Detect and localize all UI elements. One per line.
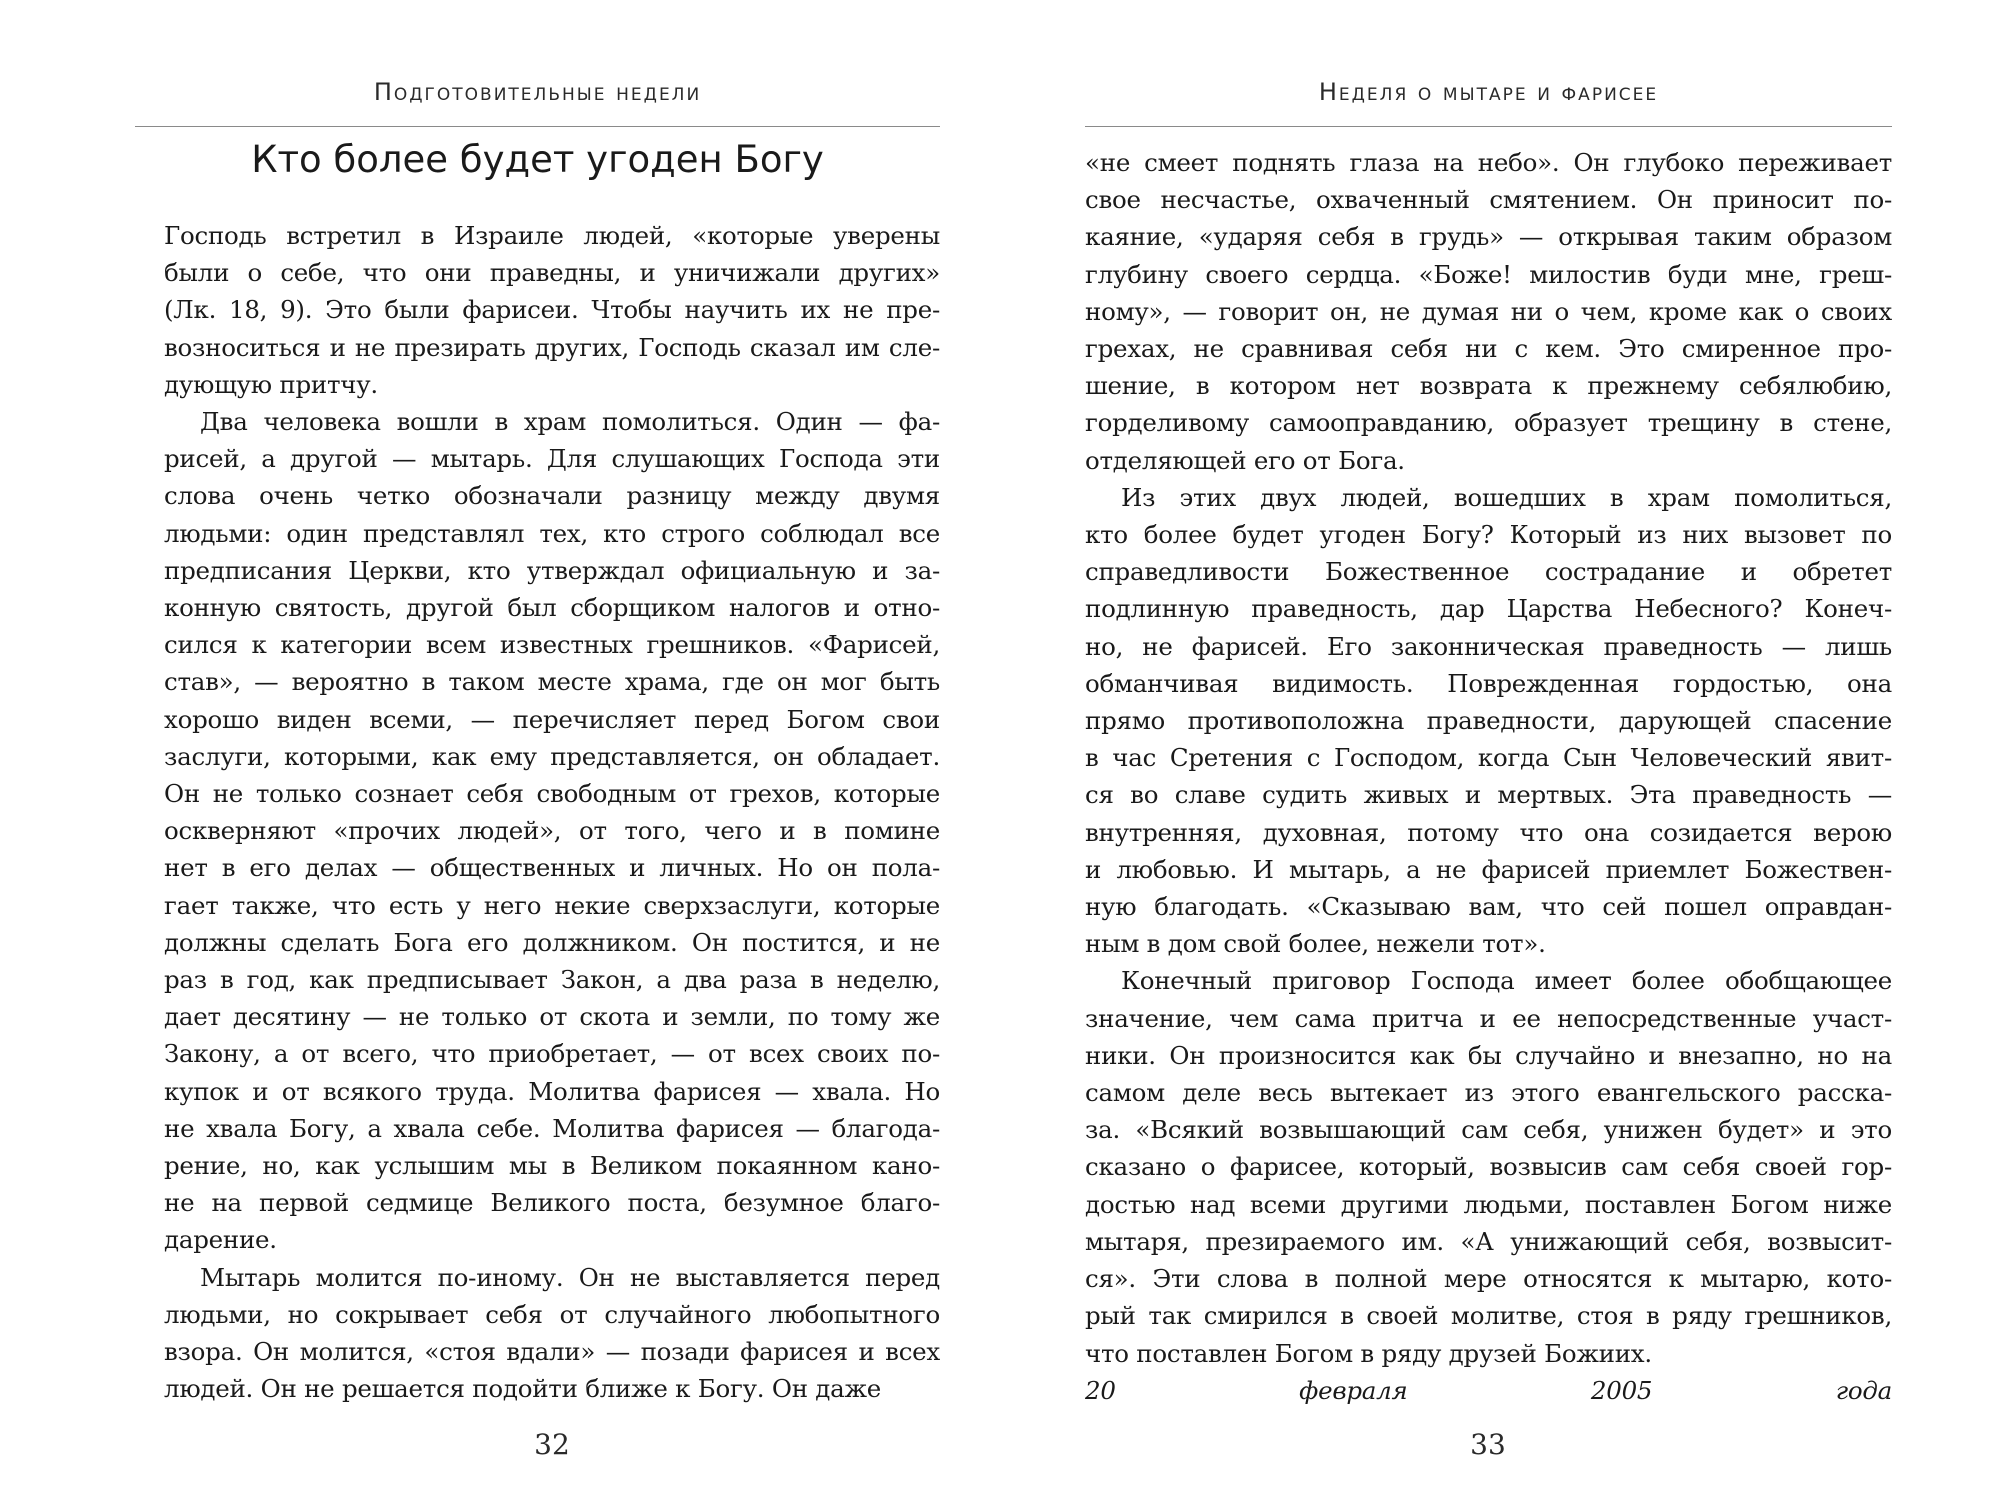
- page-number: 33: [1470, 1428, 1506, 1461]
- text-line: дарение.: [164, 1225, 277, 1255]
- text-line: были о себе, что они праведны, и уничижали других»: [164, 258, 940, 288]
- text-line: людьми: один представлял тех, кто строго соблюдал все: [164, 518, 940, 548]
- text-line: что поставлен Богом в ряду друзей Божиих.: [1085, 1338, 1652, 1368]
- text-line: значение, чем сама притча и ее непосредственные участ-: [1085, 1003, 1892, 1033]
- text-line: Мытарь молится по-иному. Он не выставляется перед: [200, 1262, 940, 1292]
- text-line: хорошо виден всеми, — перечисляет перед Богом свои: [164, 704, 940, 734]
- text-line: достью над всеми другими людьми, поставлен Богом ниже: [1085, 1189, 1892, 1219]
- text-line: не хвала Богу, а хвала себе. Молитва фарисея — благода-: [164, 1113, 940, 1143]
- dateline: 20 февраля 2005 года: [1085, 1375, 1892, 1405]
- text-line: подлинную праведность, дар Царства Небесного? Конеч-: [1085, 594, 1892, 624]
- text-line: отделяющей его от Бога.: [1085, 445, 1405, 475]
- page-number: 32: [534, 1428, 570, 1461]
- text-line: рисей, а другой — мытарь. Для слушающих Господа эти: [164, 444, 940, 474]
- text-line: и любовью. И мытарь, а не фарисей приемлет Божествен-: [1085, 854, 1892, 884]
- text-line: (Лк. 18, 9). Это были фарисеи. Чтобы научить их не пре-: [164, 295, 940, 325]
- text-line: людей. Он не решается подойти ближе к Богу. Он даже: [164, 1374, 882, 1404]
- text-line: нет в его делах — общественных и личных. Но он пола-: [164, 853, 940, 883]
- text-line: шение, в котором нет возврата к прежнему себялюбию,: [1085, 371, 1892, 401]
- text-line: за. «Всякий возвышающий сам себя, унижен будет» и это: [1085, 1115, 1892, 1145]
- header-rule: [1085, 126, 1892, 127]
- text-line: грехах, не сравнивая себя ни с кем. Это смиренное про-: [1085, 334, 1892, 364]
- text-line: Закону, а от всего, что приобретает, — от всех своих по-: [164, 1039, 940, 1069]
- text-line: дает десятину — не только от скота и земли, по тому же: [164, 1002, 940, 1032]
- text-line: справедливости Божественное сострадание и обретет: [1085, 557, 1892, 587]
- text-line: но, не фарисей. Его законническая праведность — лишь: [1085, 631, 1892, 661]
- text-line: взора. Он молится, «стоя вдали» — позади фарисея и всех: [164, 1337, 940, 1367]
- text-line: внутренняя, духовная, потому что она созидается верою: [1085, 817, 1892, 847]
- text-line: ному», — говорит он, не думая ни о чем, кроме как о своих: [1085, 296, 1892, 326]
- text-line: раз в год, как предписывает Закон, а два раза в неделю,: [164, 965, 940, 995]
- text-line: обманчивая видимость. Поврежденная гордостью, она: [1085, 668, 1892, 698]
- text-line: сказано о фарисее, который, возвысив сам себя своей гор-: [1085, 1152, 1892, 1182]
- right-page: [1000, 0, 2000, 1501]
- text-line: «не смеет поднять глаза на небо». Он глубоко переживает: [1085, 148, 1892, 177]
- text-line: Из этих двух людей, вошедших в храм помолиться,: [1121, 482, 1892, 512]
- text-line: сился к категории всем известных грешников. «Фарисей,: [164, 630, 940, 660]
- text-line: не на первой седмице Великого поста, безумное благо-: [164, 1188, 940, 1218]
- text-line: глубину своего сердца. «Боже! милостив буди мне, греш-: [1085, 259, 1892, 289]
- text-line: слова очень четко обозначали разницу между двумя: [164, 481, 940, 511]
- text-line: Господь встретил в Израиле людей, «которые уверены: [164, 221, 940, 250]
- text-line: самом деле весь вытекает из этого евангельского расска-: [1085, 1078, 1892, 1108]
- text-line: ную благодать. «Сказываю вам, что сей пошел оправдан-: [1085, 892, 1892, 922]
- chapter-title: Кто более будет угоден Богу: [251, 138, 824, 181]
- text-line: в час Сретения с Господом, когда Сын Человеческий явит-: [1085, 743, 1892, 773]
- text-line: купок и от всякого труда. Молитва фарисея — хвала. Но: [164, 1076, 940, 1106]
- text-line: каяние, «ударяя себя в грудь» — открывая таким образом: [1085, 222, 1892, 252]
- text-line: прямо противоположна праведности, дарующей спасение: [1085, 706, 1892, 736]
- text-line: Конечный приговор Господа имеет более обобщающее: [1121, 966, 1892, 996]
- text-line: Два человека вошли в храм помолиться. Один — фа-: [200, 407, 940, 437]
- text-line: гает также, что есть у него некие сверхзаслуги, которые: [164, 890, 940, 920]
- text-line: кто более будет угоден Богу? Который из них вызовет по: [1085, 520, 1892, 550]
- text-line: должны сделать Бога его должником. Он постится, и не: [164, 927, 940, 957]
- running-head: Неделя о мытаре и фарисее: [1318, 78, 1659, 106]
- text-line: став», — вероятно в таком месте храма, где он мог быть: [164, 667, 940, 697]
- text-line: возноситься и не презирать других, Господь сказал им сле-: [164, 332, 940, 362]
- text-line: свое несчастье, охваченный смятением. Он приносит по-: [1085, 185, 1892, 215]
- text-line: ся». Эти слова в полной мере относятся к мытарю, кото-: [1085, 1264, 1892, 1294]
- text-line: рый так смирился в своей молитве, стоя в ряду грешников,: [1085, 1301, 1892, 1331]
- text-line: ники. Он произносится как бы случайно и внезапно, но на: [1085, 1040, 1892, 1070]
- text-line: заслуги, которыми, как ему представляется, он обладает.: [164, 741, 940, 771]
- running-head: Подготовительные недели: [373, 78, 702, 106]
- text-line: предписания Церкви, кто утверждал официальную и за-: [164, 555, 940, 585]
- text-line: ным в дом свой более, нежели тот».: [1085, 929, 1546, 959]
- text-line: мытаря, презираемого им. «А унижающий себя, возвысит-: [1085, 1226, 1892, 1256]
- body-text: [164, 217, 940, 1408]
- text-line: конную святость, другой был сборщиком налогов и отно-: [164, 593, 940, 623]
- text-line: оскверняют «прочих людей», от того, чего и в помине: [164, 816, 940, 846]
- text-line: Он не только сознает себя свободным от грехов, которые: [164, 779, 940, 809]
- header-rule: [135, 126, 940, 127]
- text-line: ся во славе судить живых и мертвых. Эта праведность —: [1085, 780, 1892, 810]
- text-line: горделивому самооправданию, образует трещину в стене,: [1085, 408, 1892, 438]
- text-line: дующую притчу.: [164, 369, 378, 399]
- body-text: [1085, 144, 1892, 1409]
- text-line: рение, но, как услышим мы в Великом покаянном кано-: [164, 1151, 940, 1181]
- text-line: людьми, но сокрывает себя от случайного любопытного: [164, 1299, 940, 1329]
